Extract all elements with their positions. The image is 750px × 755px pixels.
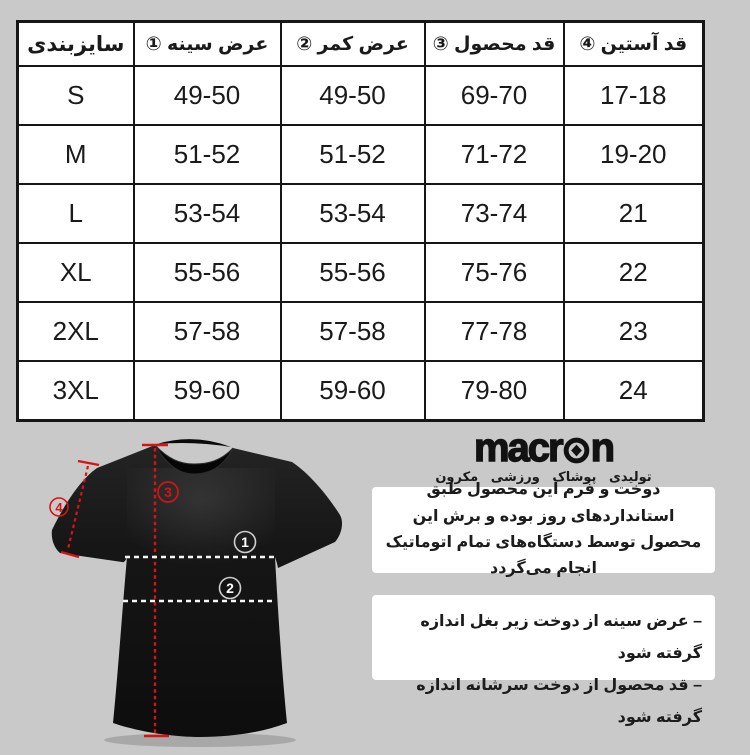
waist-value: 55-56 — [281, 243, 425, 302]
waist-value: 51-52 — [281, 125, 425, 184]
table-row-2xl — [18, 302, 704, 361]
wordmark-text-left: macr — [473, 426, 562, 470]
sleeve-value: 22 — [564, 243, 704, 302]
tshirt-illustration — [20, 428, 350, 750]
waist-value: 53-54 — [281, 184, 425, 243]
chest-value: 49-50 — [134, 66, 281, 125]
chest-value: 51-52 — [134, 125, 281, 184]
tshirt-measurement-diagram — [20, 428, 350, 750]
production-note-box — [372, 481, 715, 578]
table-row-s — [18, 66, 704, 125]
sleeve-value: 21 — [564, 184, 704, 243]
table-row-l — [18, 184, 704, 243]
waist-value: 57-58 — [281, 302, 425, 361]
tshirt-back-collar — [157, 439, 231, 447]
col-header-waist-width: عرض کمر ② — [281, 22, 425, 67]
marker-4-label: 4 — [55, 500, 63, 515]
length-value: 77-78 — [425, 302, 564, 361]
size-label: S — [18, 66, 134, 125]
marker-3-label: 3 — [164, 484, 172, 500]
measurement-note-length: – قد محصول از دوخت سرشانه اندازه گرفته شود — [416, 677, 702, 726]
measurement-note-chest: – عرض سینه از دوخت زیر بغل اندازه گرفته شود — [420, 613, 702, 662]
macron-wordmark — [474, 428, 613, 468]
measurement-notes-box — [372, 595, 715, 726]
col-header-product-length: قد محصول ③ — [425, 22, 564, 67]
header-row — [18, 22, 704, 67]
size-label: 3XL — [18, 361, 134, 421]
brand-tagline: تولیدی پوشاک ورزشی مکرون — [435, 469, 652, 484]
waist-value: 59-60 — [281, 361, 425, 421]
size-label: 2XL — [18, 302, 134, 361]
waist-value: 49-50 — [281, 66, 425, 125]
chest-value: 57-58 — [134, 302, 281, 361]
length-value: 71-72 — [425, 125, 564, 184]
tshirt-chest-highlight — [127, 468, 275, 578]
table-row-3xl — [18, 361, 704, 421]
macron-emblem-icon — [563, 431, 590, 471]
marker-1-label: 1 — [241, 534, 249, 550]
sleeve-value: 17-18 — [564, 66, 704, 125]
length-value: 75-76 — [425, 243, 564, 302]
chest-value: 55-56 — [134, 243, 281, 302]
wordmark-text-right: n — [590, 426, 614, 470]
sleeve-value: 23 — [564, 302, 704, 361]
sleeve-measure-cap-top — [78, 461, 99, 465]
table-row-xl — [18, 243, 704, 302]
size-chart-table — [16, 20, 705, 422]
length-value: 79-80 — [425, 361, 564, 421]
chest-value: 53-54 — [134, 184, 281, 243]
size-label: XL — [18, 243, 134, 302]
brand-logo-block — [372, 428, 715, 482]
size-label: M — [18, 125, 134, 184]
table-row-m — [18, 125, 704, 184]
length-value: 73-74 — [425, 184, 564, 243]
chest-value: 59-60 — [134, 361, 281, 421]
col-header-sizing: سایزبندی — [18, 22, 134, 67]
col-header-chest-width: عرض سینه ① — [134, 22, 281, 67]
sleeve-value: 19-20 — [564, 125, 704, 184]
size-label: L — [18, 184, 134, 243]
col-header-sleeve-length: قد آستین ④ — [564, 22, 704, 67]
production-note-text: دوخت و فرم این محصول طبق استانداردهای روز بوده و برش این محصول توسط دستگاه‌های تمام اتوماتیک انجام می‌گردد — [385, 481, 702, 578]
length-value: 69-70 — [425, 66, 564, 125]
sleeve-value: 24 — [564, 361, 704, 421]
marker-2-label: 2 — [226, 580, 234, 596]
